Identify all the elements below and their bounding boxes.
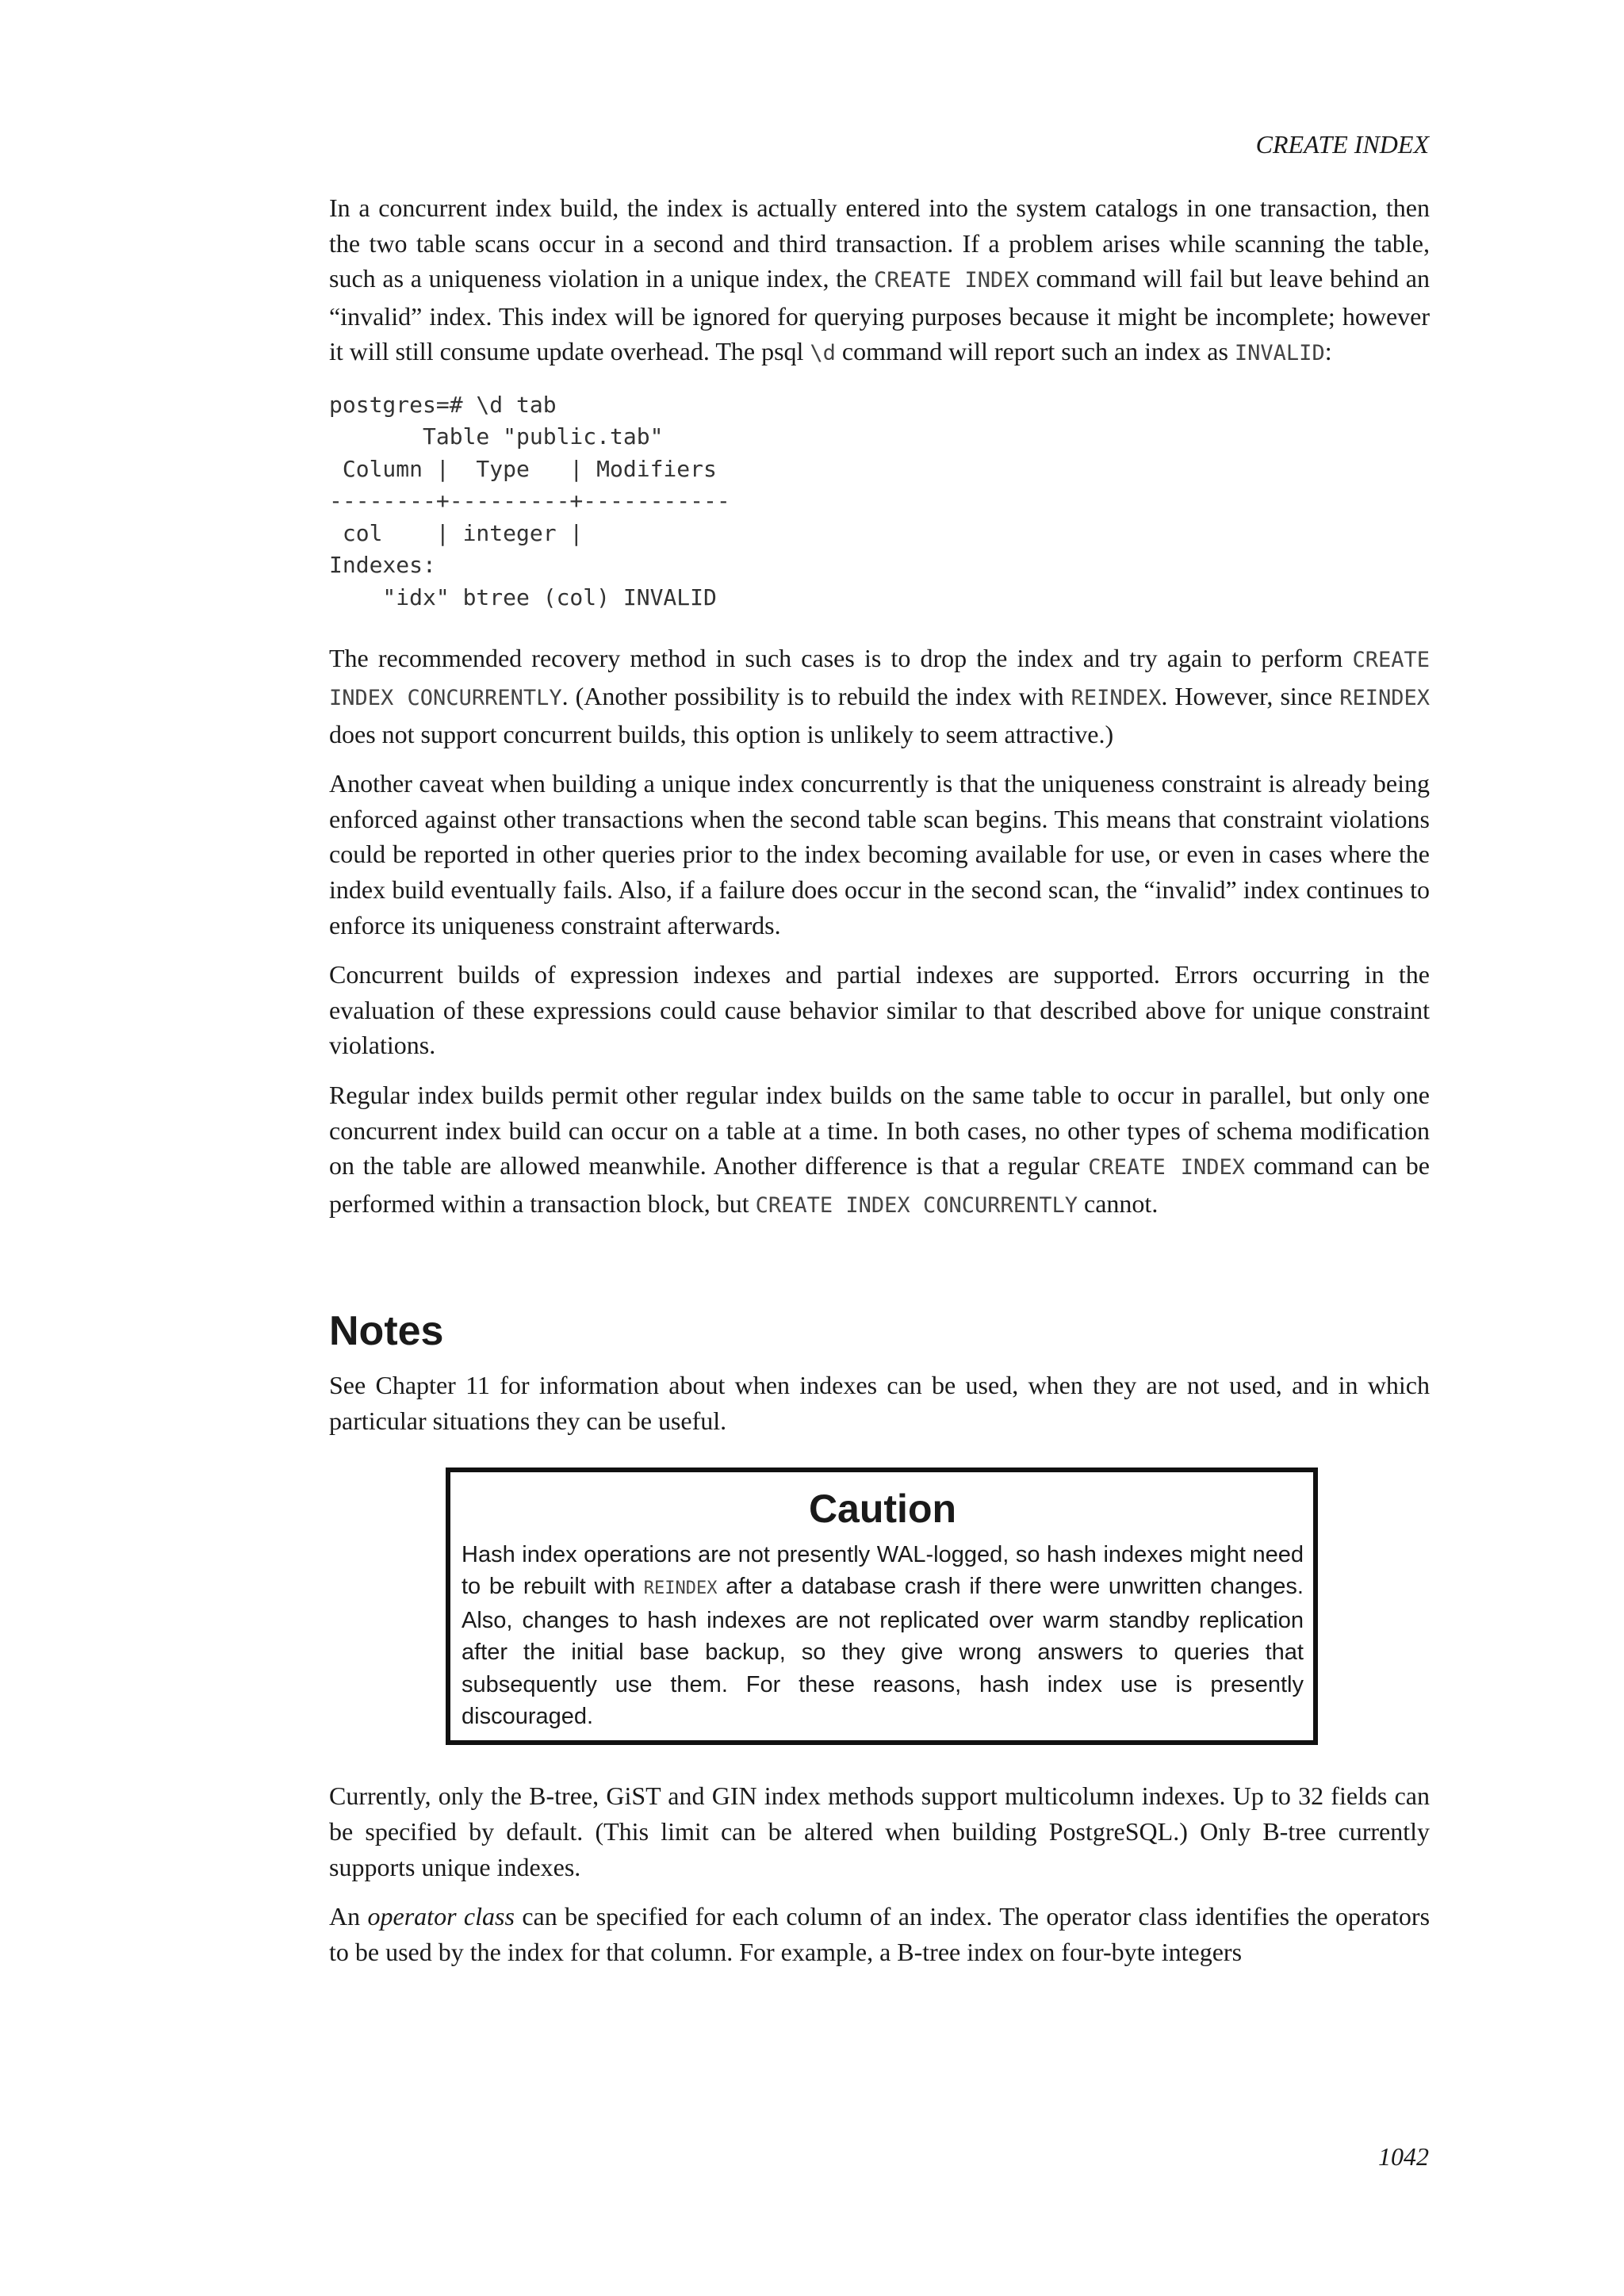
caution-box [446, 1468, 1318, 1746]
text: Regular index builds permit other regular index builds on the same table to occur in parallel, but only one concurrent index build can occur on a table at a time. In both cases, no other types of schema modification on the table are allowed meanwhile. Another difference is that a regular [329, 1081, 1430, 1181]
psql-output-code-block: postgres=# \d tab Table "public.tab" Column | Type | Modifiers --------+---------+----------- col | integer | Indexes: "idx" btree (col) INVALID [329, 391, 730, 610]
paragraph-recovery-method [329, 641, 1430, 752]
inline-code: CREATE INDEX CONCURRENTLY [755, 1192, 1078, 1218]
emphasis: operator class [367, 1902, 515, 1931]
running-header: CREATE INDEX [1255, 130, 1429, 159]
text: An [329, 1902, 368, 1931]
inline-code: CREATE INDEX CONCURRENTLY [329, 648, 1430, 711]
page-content [329, 190, 1430, 1984]
paragraph-unique-caveat: Another caveat when building a unique index concurrently is that the uniqueness constraint is already being enforced against other transactions when the second table scan begins. This means that constraint violations could be reported in other queries prior to the index becoming available for use, or even in cases where the index build eventually fails. Also, if a failure does occur in the second scan, the “invalid” index continues to enforce its uniqueness constraint afterwards. [329, 769, 1430, 939]
text: after a database crash if there were unwritten changes. Also, changes to hash indexes are not replicated over warm standby replication after the initial base backup, so they give wrong answers to queries that subsequently use them. For these reasons, hash index use is presently discouraged. [462, 1573, 1304, 1730]
text: command will fail but leave behind an “invalid” index. This index will be ignored for querying purposes because it might be incomplete; however it will still consume update overhead. The psql [329, 264, 1430, 366]
paragraph-expression-indexes: Concurrent builds of expression indexes and partial indexes are supported. Errors occurring in the evaluation of these expressions could cause behavior similar to that described above for unique constraint violations. [329, 960, 1430, 1060]
inline-code: CREATE INDEX [1088, 1155, 1245, 1181]
text: does not support concurrent builds, this option is unlikely to seem attractive.) [329, 719, 1114, 748]
paragraph-multicolumn: Currently, only the B-tree, GiST and GIN index methods support multicolumn indexes. Up to 32 fields can be specified by default. (This limit can be altered when building PostgreSQL.) Only B-tree currently supports unique indexes. [329, 1781, 1430, 1881]
text: command can be performed within a transaction block, but [329, 1151, 1431, 1218]
inline-code: \d [810, 341, 836, 366]
caution-title: Caution [808, 1486, 957, 1531]
text: . However, since [1161, 682, 1340, 711]
text: : [1324, 337, 1332, 366]
text: command will report such an index as [835, 337, 1235, 366]
text: can be specified for each column of an index. The operator class identifies the operators to be used by the index for that column. For example, a B-tree index on four-byte integers [329, 1902, 1431, 1966]
text: In a concurrent index build, the index is actually entered into the system catalogs in one transaction, then the two table scans occur in a second and third transaction. If a problem arises while scanning the table, such as a uniqueness violation in a unique index, the [329, 193, 1430, 293]
text: Hash index operations are not presently WAL-logged, so hash indexes might need to be rebuilt with [462, 1541, 1304, 1599]
inline-code: REINDEX [1071, 686, 1162, 711]
inline-code: REINDEX [1339, 686, 1431, 711]
text: cannot. [1078, 1188, 1159, 1218]
page-number: 1042 [1378, 2142, 1429, 2171]
paragraph-operator-class [329, 1899, 1430, 1969]
inline-code: INVALID [1234, 341, 1325, 366]
text: . (Another possibility is to rebuild the index with [561, 682, 1071, 711]
paragraph-see-chapter: See Chapter 11 for information about when indexes can be used, when they are not used, and in which particular situations they can be useful. [329, 1371, 1430, 1435]
inline-code: CREATE INDEX [873, 268, 1029, 293]
inline-code: REINDEX [643, 1578, 718, 1598]
paragraph-regular-builds [329, 1077, 1430, 1223]
paragraph-concurrent-build [329, 190, 1430, 372]
text: The recommended recovery method in such cases is to drop the index and try again to perform [329, 644, 1353, 673]
notes-heading: Notes [329, 1308, 444, 1355]
caution-text [462, 1539, 1304, 1733]
